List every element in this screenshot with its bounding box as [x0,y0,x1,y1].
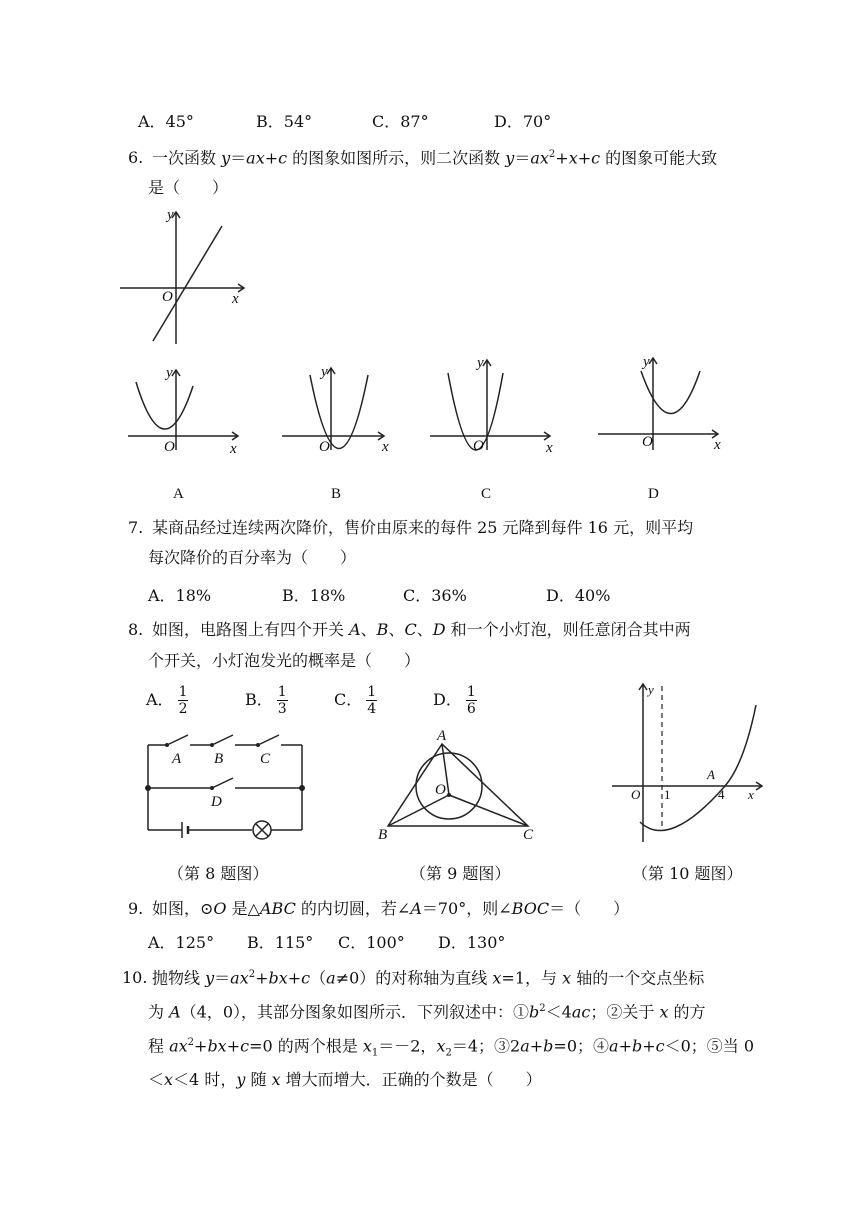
q9-option-d: D．130° [438,933,506,952]
q9-label-a: A [437,728,447,744]
q9-label-b: B [378,827,388,843]
q8-switch-label-d: D [211,794,222,810]
q6-linear-y-label: y [167,207,174,223]
q6b-x-label: x [382,439,389,455]
q7-option-d: D．40% [546,586,611,605]
q6-number: 6. [128,148,144,167]
q9-label-o: O [435,782,446,798]
q8-option-d: D． $\frac{1}{6}$ [433,684,476,718]
q9-option-a: A．125° [148,933,215,952]
q8-number: 8. [128,620,144,639]
caption-fig-9: （第 9 题图） [410,864,511,883]
q7-option-c: C．36% [403,586,467,605]
q9-option-b: B．115° [247,933,314,952]
q6-line2: 是（ ） [148,178,229,197]
q6-choice-d: D [648,486,659,502]
q6b-y-label: y [321,364,328,380]
q8-line2: 个开关，小灯泡发光的概率是（ ） [148,651,421,670]
q6-choice-c: C [481,486,492,502]
q8-switch-label-a: A [172,751,182,767]
q5-option-a: A．45° [138,112,194,131]
q10-tick-1: 1 [664,787,671,802]
q10-line3: 程 $ax^2+bx+c=0$ 的两个根是 $x_1=-2$，$x_2=4$；③2a+b=0；④a+b+c＜0；⑤当 0 [148,1036,755,1059]
q8-line1: 如图，电路图上有四个开关 A、B、C、D 和一个小灯泡，则任意闭合其中两 [152,620,691,639]
q6b-origin-label: O [319,439,330,455]
q10-line1: 抛物线 $y=ax^2+bx+c(a\ne 0)$的对称轴为直线 x=1，与 x 轴的一个交点坐标 [152,968,705,988]
q8-option-a: A． $\frac{1}{2}$ [146,684,188,718]
q8-option-b: B． $\frac{1}{3}$ [245,684,287,718]
caption-fig-8: （第 8 题图） [168,864,269,883]
q5-option-c: C．87° [372,112,429,131]
q10-line4: ＜x＜4 时，y 随 x 增大而增大．正确的个数是（ ） [148,1070,542,1089]
q6d-origin-label: O [642,434,653,450]
q10-number: 10. [122,968,148,987]
q6-linear-origin-label: O [162,289,173,305]
q6a-x-label: x [230,441,237,457]
q10-line2: 为 A（4，0），其部分图象如图所示．下列叙述中：$①b^2<4ac$；②关于 x 的方 [148,1002,706,1022]
q10-point-a: A [707,767,715,782]
q9-option-c: C．100° [338,933,405,952]
q5-option-d: D．70° [494,112,552,131]
q7-option-b: B．18% [282,586,346,605]
q6-linear-x-label: x [232,291,239,307]
q8-switch-label-c: C [260,751,271,767]
q6a-y-label: y [166,365,173,381]
q9-number: 9. [128,899,144,918]
q7-line1: 某商品经过连续两次降价，售价由原来的每件 25 元降到每件 16 元，则平均 [152,518,694,537]
q6a-origin-label: O [164,439,175,455]
q6d-x-label: x [714,437,721,453]
q9-label-c: C [523,827,534,843]
q7-line2: 每次降价的百分率为（ ） [148,548,357,567]
q6c-origin-label: O [473,438,484,454]
q6d-y-label: y [643,354,650,370]
q8-switch-label-b: B [214,751,224,767]
q10-tick-4: 4 [718,787,725,802]
q9-line1: 如图，⊙O 是△ABC 的内切圆，若∠A＝70°，则∠BOC＝（ ） [152,899,630,918]
q5-option-b: B．54° [256,112,313,131]
q10-y-label: y [648,682,654,697]
q6-line1: 一次函数 y＝ax+c 的图象如图所示，则二次函数 $y=ax^2+x+c$ 的图象可能大致 [152,148,718,168]
q7-option-a: A．18% [148,586,212,605]
q10-origin-label: O [631,787,641,802]
q8-option-c: C． $\frac{1}{4}$ [334,684,377,718]
q6c-x-label: x [546,440,553,456]
caption-fig-10: （第 10 题图） [632,864,743,883]
q6-choice-b: B [331,486,342,502]
q6c-y-label: y [477,355,484,371]
q10-x-label: x [748,787,754,802]
q6-choice-a: A [173,486,184,502]
q7-number: 7. [128,518,144,537]
